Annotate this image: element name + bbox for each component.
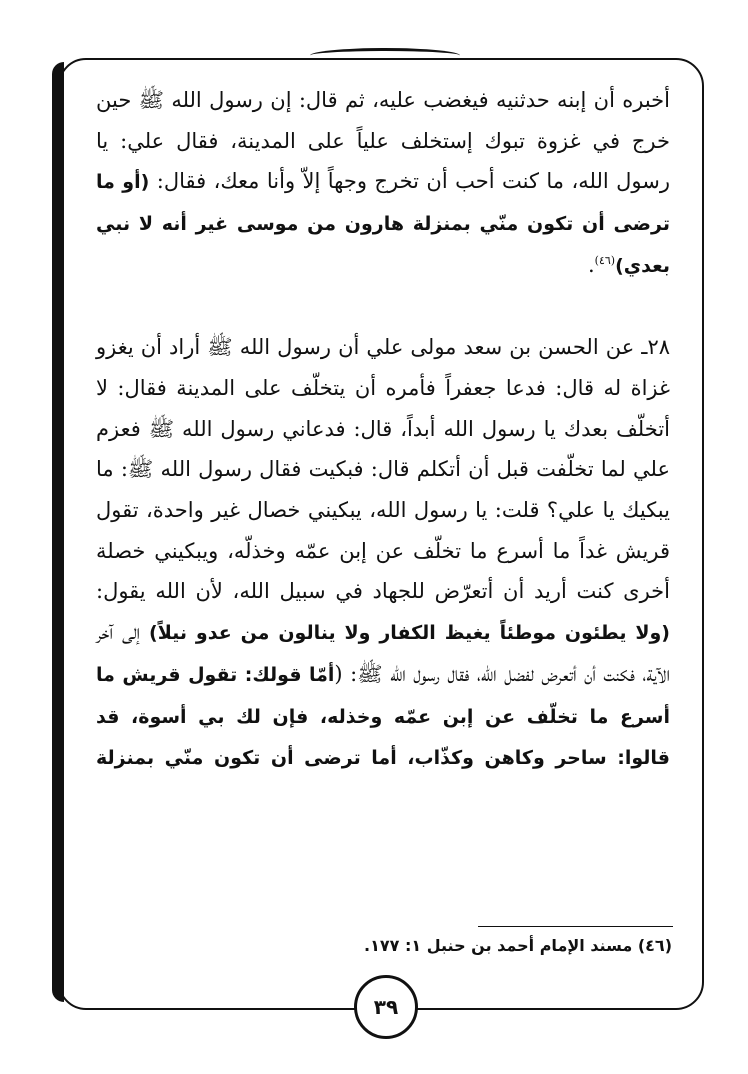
footnote: (٤٦) مسند الإمام أحمد بن حنبل ١: ١٧٧. (364, 936, 672, 955)
footnote-divider (478, 926, 673, 927)
body-span: ٢٨ـ عن الحسن بن سعد مولى علي أن رسول الله ﷺ أراد أن يغزو غزاة له قال: فدعا جعفراً فأمره أن يتخلّف على المدينة فقال: لا أتخلّف بعدك يا رسول الله أبداً، قال: فدعاني رسول الله ﷺ فعزم علي لما تخلّفت قبل أن أتكلم قال: فبكيت فقال رسول الله ﷺ: ما يبكيك يا علي؟ قلت: يا رسول الله، يبكيني خصال غير واحدة، تقول قريش غداً ما أسرع ما تخلّف عن إبن عمّه وخذلّه، ويبكيني خصلة أخرى كنت أريد أن أتعرّض للجهاد في سبيل الله، لأن الله يقول: (96, 335, 670, 604)
body-text (96, 80, 670, 820)
body-span: . (587, 252, 595, 277)
page-border-ornament (310, 48, 460, 63)
hadith-quote: (أو ما ترضى أن تكون منّي بمنزلة هارون من موسى غير أنه لا نبي بعدي) (96, 171, 670, 277)
footnote-ref: (٤٦) (594, 253, 616, 267)
page-number: ٣٩ (354, 975, 418, 1039)
page-border-thick-edge (52, 62, 64, 1002)
body-span: إلى آخر الآية، فكنت أن أتعرض لفضل الله، فقال رسول الله ﷺ: ( (96, 620, 670, 686)
hadith-quote: أمّا قولك: تقول قريش ما أسرع ما تخلّف عن إبن عمّه وخذله، فإن لك بي أسوة، قد قالوا: ساحر وكاهن وكذّاب، أما ترضى أن تكون منّي بمنزلة (96, 663, 670, 770)
paragraph (96, 80, 670, 327)
paragraph (96, 327, 670, 819)
quran-quote: (ولا يطئون موطئاً يغيظ الكفار ولا ينالون من عدو نيلاً) (149, 622, 670, 645)
body-span: أخبره أن إبنه حدثنيه فيغضب عليه، ثم قال: إن رسول الله ﷺ حين خرج في غزوة تبوك إستخلف علياً على المدينة، فقال علي: يا رسول الله، ما كنت أحب أن تخرج وجهاً إلاّ وأنا معك، فقال: (96, 88, 670, 194)
